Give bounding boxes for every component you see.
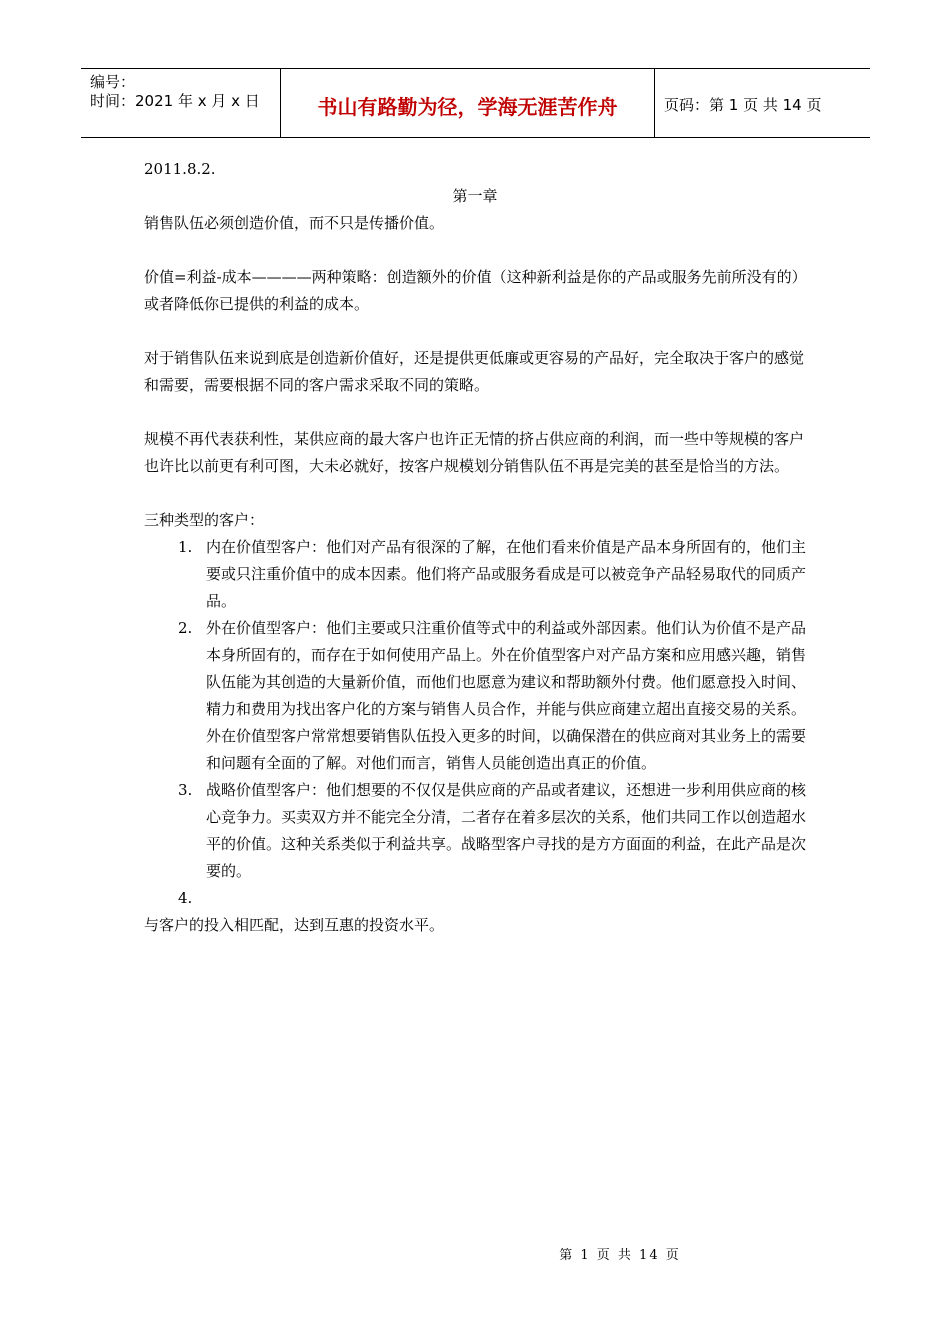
paragraph-1: 销售队伍必须创造价值，而不只是传播价值。 bbox=[144, 214, 445, 232]
customer-types-list bbox=[144, 534, 806, 912]
paragraph-2: 价值=利益-成本————两种策略：创造额外的价值（这种新利益是你的产品或服务先前所没有的）或者降低你已提供的利益的成本。 bbox=[144, 268, 800, 313]
chapter-title: 第一章 bbox=[452, 187, 498, 205]
list-item-number: 3. bbox=[178, 781, 193, 799]
header-motto: 书山有路勤为径，学海无涯苦作舟 bbox=[281, 69, 655, 137]
list-item-text: 内在价值型客户：他们对产品有很深的了解，在他们看来价值是产品本身所固有的，他们主要或只注重价值中的成本因素。他们将产品或服务看成是可以被竞争产品轻易取代的同质产品。 bbox=[206, 538, 807, 610]
header-number-label: 编号： bbox=[90, 73, 136, 91]
document-body bbox=[144, 156, 806, 939]
list-item-text: 战略价值型客户：他们想要的不仅仅是供应商的产品或者建议，还想进一步利用供应商的核心竞争力。买卖双方并不能完全分清，二者存在着多层次的关系，他们共同工作以创造超水平的价值。这种关系类似于利益共享。战略型客户寻找的是方方面面的利益，在此产品是次要的。 bbox=[206, 781, 807, 880]
paragraph-3: 对于销售队伍来说到底是创造新价值好，还是提供更低廉或更容易的产品好，完全取决于客户的感觉和需要，需要根据不同的客户需求采取不同的策略。 bbox=[144, 349, 805, 394]
header-meta bbox=[81, 69, 281, 137]
header-page-info: 页码：第 1 页 共 14 页 bbox=[664, 95, 822, 114]
list-item bbox=[144, 615, 806, 777]
list-item-number: 2. bbox=[178, 619, 193, 637]
list-item bbox=[144, 885, 806, 912]
paragraph-4: 规模不再代表获利性，某供应商的最大客户也许正无情的挤占供应商的利润，而一些中等规模的客户也许比以前更有利可图，大未必就好，按客户规模划分销售队伍不再是完美的甚至是恰当的方法。 bbox=[144, 430, 805, 475]
list-item bbox=[144, 534, 806, 615]
list-item bbox=[144, 777, 806, 885]
types-heading: 三种类型的客户： bbox=[144, 511, 265, 529]
list-item-number: 4. bbox=[178, 889, 193, 907]
page-header bbox=[81, 68, 870, 138]
closing-paragraph: 与客户的投入相匹配，达到互惠的投资水平。 bbox=[144, 916, 445, 934]
header-time-label: 时间：2021 年 x 月 x 日 bbox=[90, 92, 260, 110]
page-footer: 第 1 页 共 14 页 bbox=[559, 1248, 681, 1263]
list-item-number: 1. bbox=[178, 538, 193, 556]
document-date: 2011.8.2. bbox=[144, 160, 216, 178]
list-item-text: 外在价值型客户：他们主要或只注重价值等式中的利益或外部因素。他们认为价值不是产品本身所固有的，而存在于如何使用产品上。外在价值型客户对产品方案和应用感兴趣，销售队伍能为其创造的大量新价值，而他们也愿意为建议和帮助额外付费。他们愿意投入时间、精力和费用为找出客户化的方案与销售人员合作，并能与供应商建立超出直接交易的关系。外在价值型客户常常想要销售队伍投入更多的时间，以确保潜在的供应商对其业务上的需要和问题有全面的了解。对他们而言，销售人员能创造出真正的价值。 bbox=[206, 619, 807, 772]
